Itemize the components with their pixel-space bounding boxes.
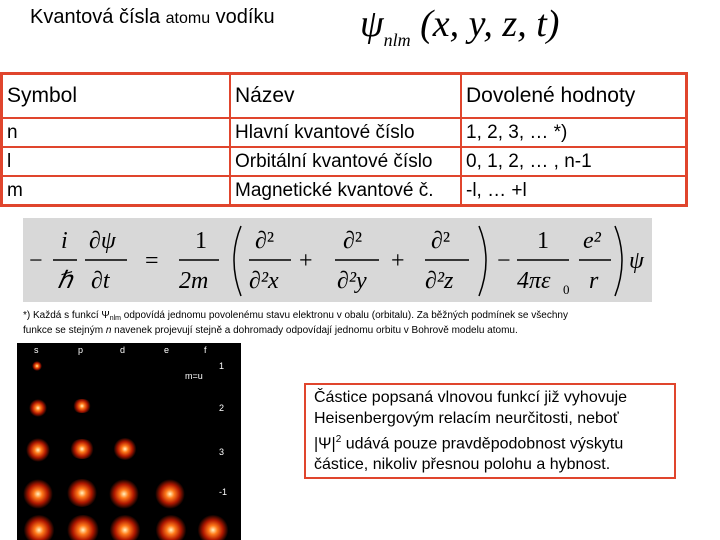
eq-psi: ψ: [629, 248, 644, 274]
orbital-blob: [155, 479, 185, 509]
table-row: [2, 118, 687, 147]
cell-values: -l, … +l: [461, 176, 687, 206]
eq-d2-b: ∂²: [343, 228, 363, 254]
orbital-row-label: -1: [219, 487, 228, 497]
cell-symbol: n: [2, 118, 231, 147]
footnote-n: n: [105, 325, 112, 336]
psi-arguments: (x, y, z, t): [420, 3, 560, 45]
orbital-blob: [66, 479, 98, 507]
orbital-blob: [26, 438, 50, 462]
orbital-blob: [109, 515, 141, 540]
eq-minus-b: −: [497, 248, 511, 274]
orbital-blob: [29, 399, 47, 417]
table-row: [2, 176, 687, 206]
orbital-blob: [109, 479, 139, 509]
eq-d2z: ∂²z: [425, 268, 454, 294]
eq-dpsi: ∂ψ: [89, 228, 116, 254]
orbital-col-label: s: [34, 345, 39, 355]
eq-d2y: ∂²y: [337, 268, 367, 294]
header-symbol: Symbol: [2, 74, 231, 119]
eq-one-b: 1: [537, 228, 549, 254]
orbital-row-label: 3: [219, 447, 225, 457]
eq-e2: e²: [583, 228, 601, 254]
orbital-row-label: 1: [219, 361, 225, 371]
eq-plus-a: +: [299, 248, 313, 274]
footnote-text-c: funkce se stejným: [23, 325, 106, 336]
header-name: Název: [230, 74, 461, 119]
psi-subscript: nlm: [383, 30, 411, 50]
slide-title: [30, 6, 275, 29]
uncertainty-callout: [304, 383, 676, 479]
orbital-row-label: 2: [219, 403, 225, 413]
orbital-col-label: d: [120, 345, 126, 355]
eq-eps-sub: 0: [563, 282, 570, 297]
eq-plus-b: +: [391, 248, 405, 274]
eq-dt: ∂t: [91, 268, 110, 294]
eq-d2-c: ∂²: [431, 228, 451, 254]
footnote-text-b: odpovídá jednomu povolenému stavu elektronu v obalu (orbitalu). Za běžných podmínek se všechny: [121, 310, 568, 321]
title-part-2: atomu: [165, 10, 211, 27]
callout-psi: |Ψ|: [314, 435, 336, 453]
cell-symbol: l: [2, 147, 231, 176]
footnote-text-a: *) Každá s funkcí Ψ: [23, 310, 110, 321]
orbital-blob: [23, 479, 53, 509]
cell-name: Magnetické kvantové č.: [230, 176, 461, 206]
cell-name: Orbitální kvantové číslo: [230, 147, 461, 176]
footnote-text-d: navenek projevují stejně a dohromady odpovídají jednomu orbitu v Bohrově modelu atomu.: [111, 325, 518, 336]
orbital-blob: [113, 438, 137, 460]
footnote-line-2: [23, 325, 713, 337]
schrodinger-equation: [23, 218, 652, 302]
cell-values: 0, 1, 2, … , n-1: [461, 147, 687, 176]
orbital-blob: [66, 515, 100, 540]
eq-4pieps: 4πε: [517, 268, 551, 294]
orbital-blob: [197, 515, 229, 540]
orbital-blob: [69, 439, 95, 459]
psi-symbol: ψ: [360, 3, 384, 45]
orbital-blob: [32, 361, 42, 371]
cell-values: 1, 2, 3, … *): [461, 118, 687, 147]
quantum-numbers-table: [0, 72, 688, 207]
callout-line-3-text: udává pouze pravděpodobnost výskytu: [341, 435, 624, 453]
orbital-row-label: m=u: [185, 371, 203, 381]
eq-r: r: [589, 268, 599, 294]
eq-minus: −: [29, 248, 43, 274]
cell-symbol: m: [2, 176, 231, 206]
eq-one-a: 1: [195, 228, 207, 254]
cell-name: Hlavní kvantové číslo: [230, 118, 461, 147]
footnote: [23, 310, 713, 337]
callout-line-2: Heisenbergovým relacím neurčitosti, neboť: [314, 410, 619, 427]
callout-line-4: částice, nikoliv přesnou polohu a hybnost.: [314, 456, 611, 474]
eq-hbar: ℏ: [57, 268, 73, 294]
orbital-density-image: [17, 343, 241, 540]
title-part-3: vodíku: [210, 6, 275, 28]
eq-d2x: ∂²x: [249, 268, 279, 294]
title-part-1: Kvantová čísla: [30, 6, 166, 28]
eq-d2-a: ∂²: [255, 228, 275, 254]
table-row: [2, 147, 687, 176]
table-header-row: [2, 74, 687, 119]
orbital-col-label: e: [164, 345, 170, 355]
callout-line-3: [314, 429, 666, 454]
callout-line-1: Částice popsaná vlnovou funkcí již vyhovuje: [314, 389, 628, 406]
orbital-blob: [23, 515, 55, 540]
orbital-col-label: p: [78, 345, 84, 355]
eq-2m: 2m: [179, 268, 209, 294]
orbital-blob: [155, 515, 187, 540]
orbital-blob: [72, 399, 92, 413]
wavefunction-formula: [360, 2, 559, 51]
eq-equals: =: [145, 248, 159, 274]
callout-sup: 2: [335, 434, 342, 445]
header-allowed-values: Dovolené hodnoty: [461, 74, 687, 119]
footnote-line-1: [23, 310, 713, 325]
footnote-sub: nlm: [109, 315, 122, 322]
orbital-col-label: f: [204, 345, 207, 355]
eq-i: i: [61, 228, 68, 254]
